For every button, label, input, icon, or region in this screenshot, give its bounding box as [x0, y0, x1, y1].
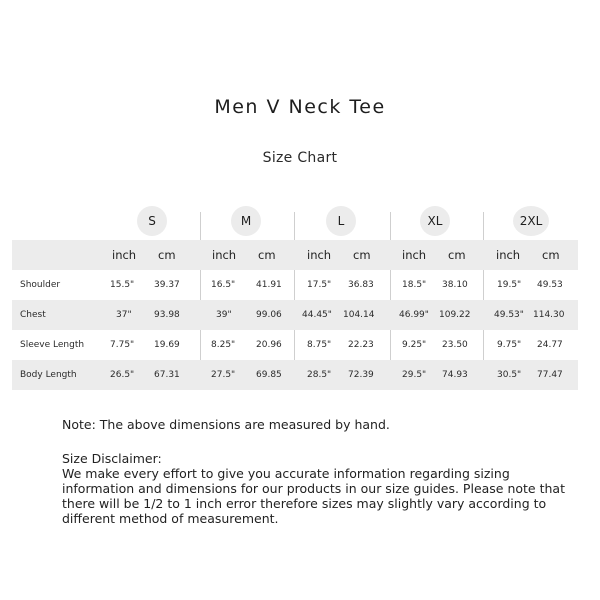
value-inch: 15.5" [110, 280, 135, 290]
value-inch: 26.5" [110, 370, 135, 380]
value-cm: 38.10 [442, 280, 468, 290]
value-inch: 44.45" [302, 310, 332, 320]
value-inch: 19.5" [497, 280, 522, 290]
unit-inch: inch [212, 248, 237, 262]
unit-cm: cm [353, 248, 371, 262]
unit-cm: cm [158, 248, 176, 262]
value-cm: 49.53 [537, 280, 563, 290]
row-label: Sleeve Length [20, 340, 85, 350]
value-inch: 28.5" [307, 370, 332, 380]
size-disclaimer [62, 451, 582, 526]
value-inch: 27.5" [211, 370, 236, 380]
size-header-row [12, 206, 578, 240]
table-row-shoulder [12, 270, 578, 300]
row-label: Chest [20, 310, 46, 320]
disclaimer-line: different method of measurement. [62, 511, 279, 526]
measurement-note: Note: The above dimensions are measured by hand. [62, 417, 390, 432]
unit-cm: cm [448, 248, 466, 262]
disclaimer-heading: Size Disclaimer: [62, 451, 162, 466]
table-row-chest [12, 300, 578, 330]
size-badge-xl: XL [420, 206, 450, 236]
value-cm: 99.06 [256, 310, 282, 320]
value-cm: 39.37 [154, 280, 180, 290]
page-title: Men V Neck Tee [214, 96, 386, 118]
value-cm: 93.98 [154, 310, 180, 320]
disclaimer-line: there will be 1/2 to 1 inch error therefore sizes may slightly vary according to [62, 496, 547, 511]
value-inch: 9.75" [497, 340, 522, 350]
unit-inch: inch [112, 248, 137, 262]
value-inch: 49.53" [494, 310, 524, 320]
value-inch: 39" [216, 310, 232, 320]
value-cm: 22.23 [348, 340, 374, 350]
unit-inch: inch [402, 248, 427, 262]
value-cm: 19.69 [154, 340, 180, 350]
unit-inch: inch [496, 248, 521, 262]
size-badge-2xl: 2XL [513, 206, 549, 236]
size-badge-s: S [137, 206, 167, 236]
value-cm: 74.93 [442, 370, 468, 380]
row-label: Shoulder [20, 280, 61, 290]
value-cm: 69.85 [256, 370, 282, 380]
value-inch: 29.5" [402, 370, 427, 380]
unit-cm: cm [258, 248, 276, 262]
size-badge-l: L [326, 206, 356, 236]
value-inch: 17.5" [307, 280, 332, 290]
unit-inch: inch [307, 248, 332, 262]
value-inch: 16.5" [211, 280, 236, 290]
unit-header-row [12, 240, 578, 270]
value-cm: 77.47 [537, 370, 563, 380]
value-inch: 9.25" [402, 340, 427, 350]
value-inch: 18.5" [402, 280, 427, 290]
disclaimer-line: We make every effort to give you accurate information regarding sizing [62, 466, 510, 481]
value-cm: 20.96 [256, 340, 282, 350]
value-cm: 67.31 [154, 370, 180, 380]
value-inch: 7.75" [110, 340, 135, 350]
value-cm: 41.91 [256, 280, 282, 290]
row-label: Body Length [20, 370, 77, 380]
chart-subtitle: Size Chart [262, 150, 338, 166]
value-cm: 72.39 [348, 370, 374, 380]
value-cm: 104.14 [343, 310, 375, 320]
unit-cm: cm [542, 248, 560, 262]
value-cm: 24.77 [537, 340, 563, 350]
value-inch: 46.99" [399, 310, 429, 320]
value-inch: 8.75" [307, 340, 332, 350]
value-cm: 109.22 [439, 310, 471, 320]
value-inch: 37" [116, 310, 132, 320]
value-cm: 23.50 [442, 340, 468, 350]
value-cm: 36.83 [348, 280, 374, 290]
disclaimer-line: information and dimensions for our products in our size guides. Please note that [62, 481, 565, 496]
value-inch: 30.5" [497, 370, 522, 380]
size-badge-m: M [231, 206, 261, 236]
value-cm: 114.30 [533, 310, 565, 320]
value-inch: 8.25" [211, 340, 236, 350]
table-row-sleeve-length [12, 330, 578, 360]
table-row-body-length [12, 360, 578, 390]
